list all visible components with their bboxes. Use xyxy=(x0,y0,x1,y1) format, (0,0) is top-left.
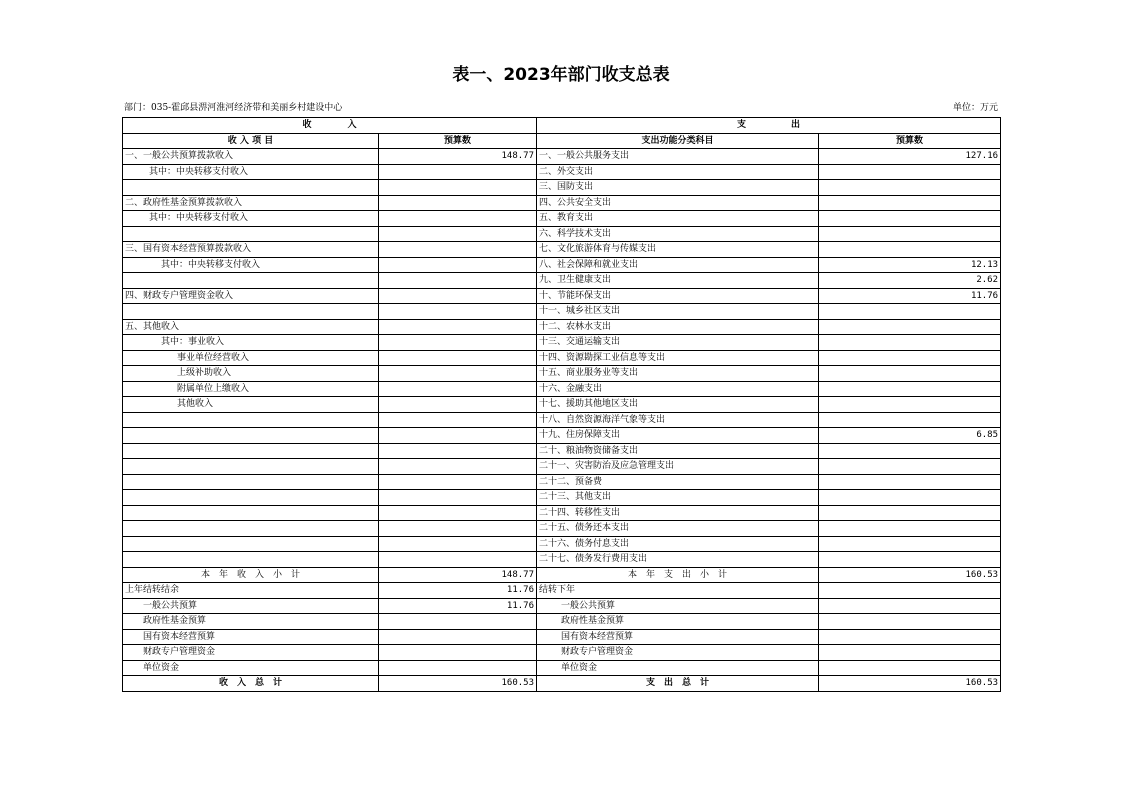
expense-value-cell xyxy=(819,319,1001,335)
income-item-cell: 三、国有资本经营预算拨款收入 xyxy=(123,242,379,258)
income-item-cell xyxy=(123,273,379,289)
expense-item-header: 支出功能分类科目 xyxy=(537,133,819,149)
expense-value-cell: 11.76 xyxy=(819,288,1001,304)
income-item-cell xyxy=(123,443,379,459)
income-value-cell xyxy=(379,257,537,273)
table-row xyxy=(123,552,1001,568)
expense-item-cell: 二十四、转移性支出 xyxy=(537,505,819,521)
table-row xyxy=(123,211,1001,227)
income-value-cell xyxy=(379,381,537,397)
expense-item-cell: 十三、交通运输支出 xyxy=(537,335,819,351)
table-row xyxy=(123,381,1001,397)
expense-value-cell xyxy=(819,614,1001,630)
table-row xyxy=(123,397,1001,413)
expense-value-cell xyxy=(819,195,1001,211)
table-row xyxy=(123,180,1001,196)
income-value-cell xyxy=(379,319,537,335)
expense-value-cell xyxy=(819,521,1001,537)
table-row xyxy=(123,474,1001,490)
table-row xyxy=(123,459,1001,475)
expense-item-cell: 单位资金 xyxy=(537,660,819,676)
expense-item-cell: 二十二、预备费 xyxy=(537,474,819,490)
expense-value-cell xyxy=(819,366,1001,382)
expense-item-cell: 国有资本经营预算 xyxy=(537,629,819,645)
expense-value-cell xyxy=(819,660,1001,676)
expense-item-cell: 二十三、其他支出 xyxy=(537,490,819,506)
table-row xyxy=(123,521,1001,537)
table-row xyxy=(123,350,1001,366)
expense-item-cell: 十六、金融支出 xyxy=(537,381,819,397)
income-item-cell: 上年结转结余 xyxy=(123,583,379,599)
expense-item-cell: 一般公共预算 xyxy=(537,598,819,614)
table-row xyxy=(123,195,1001,211)
income-item-cell: 其他收入 xyxy=(123,397,379,413)
table-row xyxy=(123,676,1001,692)
expense-item-cell: 十八、自然资源海洋气象等支出 xyxy=(537,412,819,428)
expense-value-cell xyxy=(819,164,1001,180)
expense-value-cell xyxy=(819,505,1001,521)
income-value-cell xyxy=(379,288,537,304)
income-value-cell xyxy=(379,195,537,211)
expense-item-cell: 十九、住房保障支出 xyxy=(537,428,819,444)
header-row-top xyxy=(123,118,1001,134)
expense-item-cell: 十、节能环保支出 xyxy=(537,288,819,304)
income-item-cell xyxy=(123,226,379,242)
header-row-sub xyxy=(123,133,1001,149)
income-item-cell xyxy=(123,412,379,428)
table-row xyxy=(123,164,1001,180)
expense-value-cell xyxy=(819,397,1001,413)
income-item-cell: 单位资金 xyxy=(123,660,379,676)
department-label: 部门：035-霍邱县淠河淮河经济带和美丽乡村建设中心 xyxy=(124,103,343,113)
income-item-cell: 财政专户管理资金 xyxy=(123,645,379,661)
expense-value-cell xyxy=(819,412,1001,428)
table-row xyxy=(123,319,1001,335)
income-value-cell xyxy=(379,164,537,180)
income-item-cell xyxy=(123,552,379,568)
income-value-cell xyxy=(379,350,537,366)
table-row xyxy=(123,366,1001,382)
income-item-cell: 四、财政专户管理资金收入 xyxy=(123,288,379,304)
expense-item-cell: 十五、商业服务业等支出 xyxy=(537,366,819,382)
table-row xyxy=(123,598,1001,614)
income-value-cell xyxy=(379,521,537,537)
income-header: 收 入 xyxy=(123,118,537,134)
income-value-cell xyxy=(379,335,537,351)
table-row xyxy=(123,443,1001,459)
income-item-cell xyxy=(123,474,379,490)
expense-value-cell: 2.62 xyxy=(819,273,1001,289)
income-item-cell xyxy=(123,304,379,320)
income-value-cell xyxy=(379,211,537,227)
income-value-cell xyxy=(379,614,537,630)
income-item-cell xyxy=(123,459,379,475)
income-item-cell: 本 年 收 入 小 计 xyxy=(123,567,379,583)
income-value-cell xyxy=(379,536,537,552)
income-item-cell xyxy=(123,490,379,506)
income-value-cell: 11.76 xyxy=(379,598,537,614)
income-value-cell xyxy=(379,660,537,676)
table-row xyxy=(123,660,1001,676)
expense-value-cell: 127.16 xyxy=(819,149,1001,165)
expense-value-cell xyxy=(819,645,1001,661)
income-item-cell: 其中：中央转移支付收入 xyxy=(123,211,379,227)
expense-value-cell: 12.13 xyxy=(819,257,1001,273)
income-item-cell: 一般公共预算 xyxy=(123,598,379,614)
income-item-cell: 五、其他收入 xyxy=(123,319,379,335)
expense-item-cell: 三、国防支出 xyxy=(537,180,819,196)
income-value-cell xyxy=(379,366,537,382)
expense-value-cell xyxy=(819,443,1001,459)
income-value-cell xyxy=(379,428,537,444)
table-row xyxy=(123,273,1001,289)
expense-item-cell: 二十七、债务发行费用支出 xyxy=(537,552,819,568)
expense-item-cell: 十一、城乡社区支出 xyxy=(537,304,819,320)
expense-value-cell xyxy=(819,490,1001,506)
income-item-cell: 其中：中央转移支付收入 xyxy=(123,257,379,273)
expense-value-cell xyxy=(819,459,1001,475)
income-value-cell xyxy=(379,180,537,196)
table-row xyxy=(123,304,1001,320)
page-title: 表一、2023年部门收支总表 xyxy=(452,65,670,85)
income-value-cell xyxy=(379,505,537,521)
expense-value-cell xyxy=(819,381,1001,397)
income-value-cell xyxy=(379,443,537,459)
expense-header: 支 出 xyxy=(537,118,1001,134)
table-row xyxy=(123,536,1001,552)
income-value-cell: 148.77 xyxy=(379,567,537,583)
income-value-cell xyxy=(379,629,537,645)
expense-item-cell: 二十六、债务付息支出 xyxy=(537,536,819,552)
income-value-cell: 160.53 xyxy=(379,676,537,692)
expense-value-cell xyxy=(819,180,1001,196)
income-value-cell: 148.77 xyxy=(379,149,537,165)
income-item-cell: 其中：事业收入 xyxy=(123,335,379,351)
income-item-cell xyxy=(123,180,379,196)
income-item-cell: 一、一般公共预算拨款收入 xyxy=(123,149,379,165)
expense-item-cell: 一、一般公共服务支出 xyxy=(537,149,819,165)
table-row xyxy=(123,226,1001,242)
expense-value-cell xyxy=(819,350,1001,366)
expense-item-cell: 二十、粮油物资储备支出 xyxy=(537,443,819,459)
expense-value-cell xyxy=(819,242,1001,258)
table-row xyxy=(123,335,1001,351)
unit-label: 单位：万元 xyxy=(952,103,998,113)
income-value-cell xyxy=(379,273,537,289)
expense-value-cell xyxy=(819,226,1001,242)
income-item-cell: 政府性基金预算 xyxy=(123,614,379,630)
expense-value-cell xyxy=(819,335,1001,351)
income-item-cell xyxy=(123,536,379,552)
table-row xyxy=(123,412,1001,428)
income-value-cell xyxy=(379,412,537,428)
table-row xyxy=(123,490,1001,506)
expense-budget-header: 预算数 xyxy=(819,133,1001,149)
expense-item-cell: 二十一、灾害防治及应急管理支出 xyxy=(537,459,819,475)
table-row xyxy=(123,614,1001,630)
expense-value-cell xyxy=(819,211,1001,227)
income-item-cell xyxy=(123,521,379,537)
table-row xyxy=(123,428,1001,444)
budget-summary-table xyxy=(122,117,1001,692)
income-value-cell xyxy=(379,226,537,242)
table-row xyxy=(123,505,1001,521)
expense-item-cell: 十二、农林水支出 xyxy=(537,319,819,335)
income-value-cell xyxy=(379,474,537,490)
expense-value-cell: 6.85 xyxy=(819,428,1001,444)
income-item-cell xyxy=(123,428,379,444)
income-item-cell xyxy=(123,505,379,521)
table-row xyxy=(123,149,1001,165)
expense-value-cell xyxy=(819,552,1001,568)
expense-value-cell: 160.53 xyxy=(819,676,1001,692)
expense-item-cell: 本 年 支 出 小 计 xyxy=(537,567,819,583)
expense-item-cell: 四、公共安全支出 xyxy=(537,195,819,211)
expense-item-cell: 财政专户管理资金 xyxy=(537,645,819,661)
expense-item-cell: 二十五、债务还本支出 xyxy=(537,521,819,537)
income-item-cell: 附属单位上缴收入 xyxy=(123,381,379,397)
income-item-cell: 上级补助收入 xyxy=(123,366,379,382)
table-row xyxy=(123,257,1001,273)
income-item-cell: 收 入 总 计 xyxy=(123,676,379,692)
table-row xyxy=(123,583,1001,599)
income-value-cell xyxy=(379,459,537,475)
table-row xyxy=(123,645,1001,661)
expense-value-cell xyxy=(819,629,1001,645)
expense-value-cell xyxy=(819,583,1001,599)
expense-item-cell: 八、社会保障和就业支出 xyxy=(537,257,819,273)
expense-item-cell: 结转下年 xyxy=(537,583,819,599)
table-row xyxy=(123,242,1001,258)
expense-item-cell: 九、卫生健康支出 xyxy=(537,273,819,289)
expense-item-cell: 二、外交支出 xyxy=(537,164,819,180)
income-budget-header: 预算数 xyxy=(379,133,537,149)
income-value-cell xyxy=(379,490,537,506)
table-row xyxy=(123,288,1001,304)
expense-item-cell: 十七、援助其他地区支出 xyxy=(537,397,819,413)
expense-item-cell: 六、科学技术支出 xyxy=(537,226,819,242)
income-value-cell xyxy=(379,397,537,413)
expense-item-cell: 支 出 总 计 xyxy=(537,676,819,692)
income-item-cell: 国有资本经营预算 xyxy=(123,629,379,645)
income-item-cell: 其中：中央转移支付收入 xyxy=(123,164,379,180)
income-item-cell: 二、政府性基金预算拨款收入 xyxy=(123,195,379,211)
expense-item-cell: 政府性基金预算 xyxy=(537,614,819,630)
income-value-cell: 11.76 xyxy=(379,583,537,599)
income-value-cell xyxy=(379,242,537,258)
expense-value-cell xyxy=(819,598,1001,614)
expense-value-cell xyxy=(819,536,1001,552)
expense-value-cell: 160.53 xyxy=(819,567,1001,583)
table-row xyxy=(123,629,1001,645)
income-value-cell xyxy=(379,552,537,568)
expense-value-cell xyxy=(819,304,1001,320)
expense-item-cell: 十四、资源勘探工业信息等支出 xyxy=(537,350,819,366)
expense-value-cell xyxy=(819,474,1001,490)
income-item-header: 收 入 项 目 xyxy=(123,133,379,149)
income-item-cell: 事业单位经营收入 xyxy=(123,350,379,366)
expense-item-cell: 七、文化旅游体育与传媒支出 xyxy=(537,242,819,258)
expense-item-cell: 五、教育支出 xyxy=(537,211,819,227)
table-row xyxy=(123,567,1001,583)
income-value-cell xyxy=(379,304,537,320)
income-value-cell xyxy=(379,645,537,661)
